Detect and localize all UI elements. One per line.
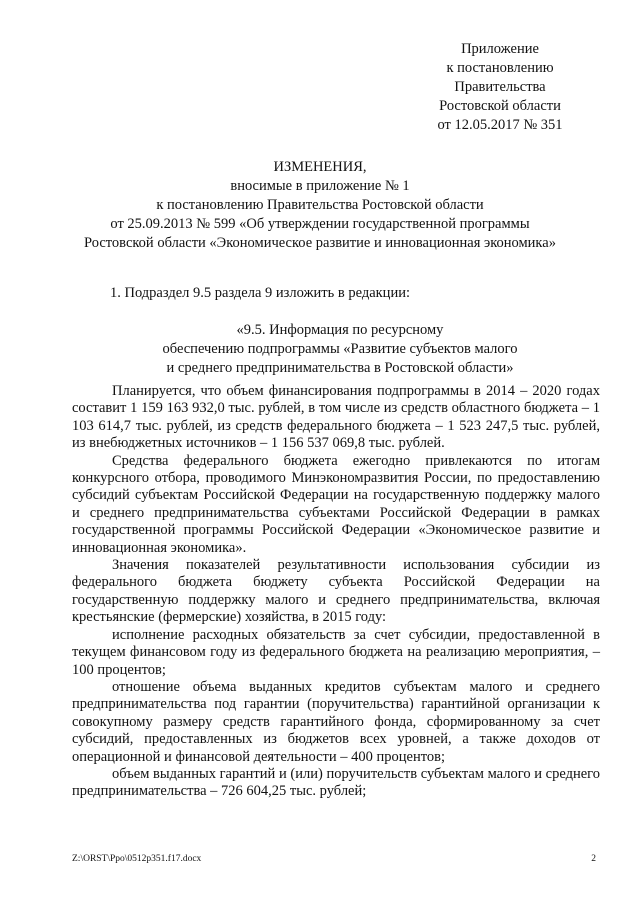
appendix-line: от 12.05.2017 № 351 xyxy=(437,117,563,133)
appendix-line: Приложение xyxy=(461,41,539,57)
heading-line: к постановлению Правительства Ростовской области xyxy=(156,197,484,213)
heading-line: Ростовской области «Экономическое развитие и инновационная экономика» xyxy=(84,235,556,251)
paragraph: объем выданных гарантий и (или) поручительств субъектам малого и среднего предпринимательства – 726 604,25 тыс. рублей; xyxy=(72,765,600,800)
subsection-line: обеспечению подпрограммы «Развитие субъектов малого xyxy=(162,341,518,357)
paragraph: Планируется, что объем финансирования подпрограммы в 2014 – 2020 годах составит 1 159 163 932,0 тыс. рублей, в том числе из средств областного бюджета – 1 103 614,7 тыс. рублей, из средств федерального бюджета – 1 523 247,5 тыс. рублей, из внебюджетных источников – 1 156 537 069,8 тыс. рублей. xyxy=(72,383,600,452)
appendix-line: Ростовской области xyxy=(439,98,561,114)
appendix-line: Правительства xyxy=(454,79,546,95)
paragraph: отношение объема выданных кредитов субъектам малого и среднего предпринимательства под гарантии (поручительства) гарантийной организации к совокупному размеру средств гарантийного фонда, сформированному за счет субсидий, предоставленных из бюджетов всех уровней, а также доходов от операционной и финансовой деятельности – 400 процентов; xyxy=(72,678,600,765)
footer-file-path: Z:\ORST\Ppo\0512p351.f17.docx xyxy=(72,854,202,864)
subsection-heading xyxy=(150,321,530,378)
appendix-line: к постановлению xyxy=(446,60,554,76)
paragraph: Значения показателей результативности использования субсидии из федерального бюджета бюджету субъекта Российской Федерации на государственную поддержку малого и среднего предпринимательства, включая крестьянские (фермерские) хозяйства, в 2015 году: xyxy=(72,557,600,626)
body-text xyxy=(72,383,600,801)
paragraph: исполнение расходных обязательств за счет субсидии, предоставленной в текущем финансовом году из федерального бюджета на реализацию мероприятия, – 100 процентов; xyxy=(72,626,600,678)
document-heading xyxy=(60,158,580,253)
appendix-block xyxy=(400,40,600,135)
item-1: 1. Подраздел 9.5 раздела 9 изложить в редакции: xyxy=(110,285,410,301)
heading-line: от 25.09.2013 № 599 «Об утверждении государственной программы xyxy=(110,216,530,232)
subsection-line: и среднего предпринимательства в Ростовской области» xyxy=(166,360,514,376)
page-number: 2 xyxy=(591,854,596,864)
paragraph: Средства федерального бюджета ежегодно привлекаются по итогам конкурсного отбора, проводимого Минэкономразвития России, по предоставлению субсидий субъектам Российской Федерации на государственную поддержку малого и среднего предпринимательства субъектами Российской Федерации в рамках государственной программы Российской Федерации «Экономическое развитие и инновационная экономика». xyxy=(72,452,600,556)
heading-title: ИЗМЕНЕНИЯ, xyxy=(273,159,367,175)
heading-line: вносимые в приложение № 1 xyxy=(230,178,410,194)
subsection-line: «9.5. Информация по ресурсному xyxy=(236,322,444,338)
